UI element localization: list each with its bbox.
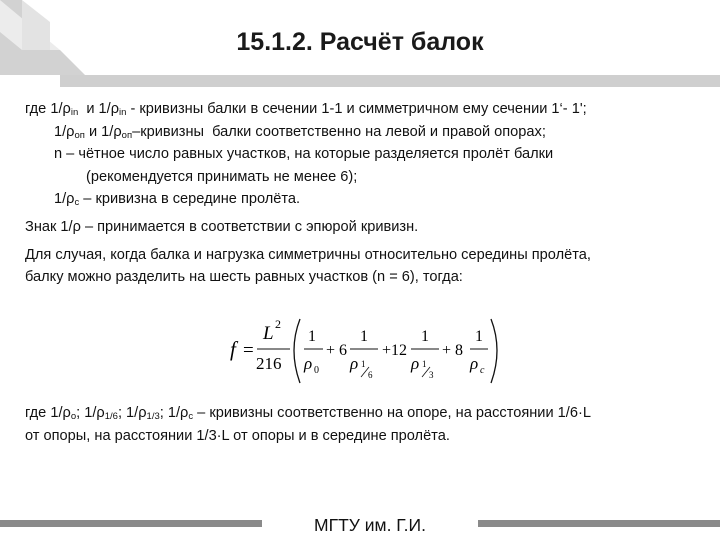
text-segment: ; 1/ρ xyxy=(76,405,105,421)
right-parenthesis xyxy=(491,319,497,383)
curvature-line-2: от опоры, на расстоянии 1/3·L от опоры и в середине пролёта. xyxy=(25,427,450,444)
footer-organization: МГТУ им. Г.И. xyxy=(314,515,426,535)
subscript: in xyxy=(70,107,79,118)
curvature-definitions xyxy=(25,402,710,447)
definition-line-4: (рекомендуется принимать не менее 6); xyxy=(86,168,358,185)
deflection-formula xyxy=(228,313,498,387)
text-segment: - кривизны балки в сечении 1-1 и симметричном ему сечении 1‘- 1'; xyxy=(126,101,587,117)
formula-plus8: + 8 xyxy=(442,342,464,359)
definition-line-1 xyxy=(25,98,710,121)
formula-rho13: ρ xyxy=(411,354,420,373)
definition-line-3: n – чётное число равных участков, на которые разделяется пролёт балки xyxy=(54,146,554,163)
formula-subc: c xyxy=(480,365,485,376)
text-segment: 1/ρ xyxy=(54,191,75,208)
formula-sub13-den: 3 xyxy=(429,370,434,380)
formula-plus6: + 6 xyxy=(326,342,348,359)
definition-line-5 xyxy=(25,188,710,211)
formula-rho0: ρ xyxy=(304,354,313,373)
subscript: оп xyxy=(121,129,133,141)
text-segment: и 1/ρ xyxy=(78,101,120,117)
subscript: с xyxy=(188,411,194,422)
formula-1b: 1 xyxy=(360,328,368,345)
text-segment: –кривизны балки соответственно на левой и правой опорах; xyxy=(132,123,546,140)
text-segment: где 1/ρ xyxy=(25,101,71,117)
subscript: 1/6 xyxy=(104,411,118,422)
symmetric-note-line-1: Для случая, когда балка и нагрузка симметричны относительно середины пролёта, xyxy=(25,246,591,263)
page-title: 15.1.2. Расчёт балок xyxy=(236,28,484,56)
formula-1a: 1 xyxy=(308,328,316,345)
footer-bar-left xyxy=(0,520,262,527)
left-parenthesis xyxy=(294,319,300,383)
formula-L: L xyxy=(263,323,274,344)
formula-1d: 1 xyxy=(475,328,483,345)
definitions-block xyxy=(25,98,710,289)
formula-plus12: +12 xyxy=(382,342,408,359)
title-underline xyxy=(60,75,720,87)
text-segment: где 1/ρ xyxy=(25,405,71,421)
definition-line-2 xyxy=(25,121,710,144)
subscript: 1/3 xyxy=(146,411,160,422)
text-segment: ; 1/ρ xyxy=(117,405,147,421)
formula-equals: = xyxy=(243,340,254,361)
subscript: in xyxy=(119,107,127,118)
subscript: о xyxy=(70,411,77,422)
formula-sub16-den: 6 xyxy=(368,370,373,380)
subscript: с xyxy=(74,197,80,209)
formula-1c: 1 xyxy=(421,328,429,345)
formula-sub13-num: 1 xyxy=(422,359,427,369)
formula-sub16-num: 1 xyxy=(361,359,366,369)
curvature-line-1 xyxy=(25,402,710,425)
text-segment: ; 1/ρ xyxy=(159,405,189,421)
formula-rhoc: ρ xyxy=(470,354,479,373)
text-segment: и 1/ρ xyxy=(84,123,122,140)
symmetric-note-line-2: балку можно разделить на шесть равных участков (n = 6), тогда: xyxy=(25,269,463,286)
sign-rule-note: Знак 1/ρ – принимается в соответствии с эпюрой кривизн. xyxy=(25,218,419,235)
formula-exponent: 2 xyxy=(275,317,281,331)
text-segment: – кривизна в середине пролёта. xyxy=(79,191,301,208)
text-segment: 1/ρ xyxy=(54,123,75,140)
footer-bar-right xyxy=(478,520,720,527)
formula-sub0: 0 xyxy=(314,365,319,376)
formula-216: 216 xyxy=(256,354,282,373)
formula-f: f xyxy=(230,337,236,361)
subscript: оп xyxy=(74,129,85,141)
formula-rho16: ρ xyxy=(350,354,359,373)
text-segment: – кривизны соответственно на опоре, на расстоянии 1/6·L xyxy=(193,405,591,421)
